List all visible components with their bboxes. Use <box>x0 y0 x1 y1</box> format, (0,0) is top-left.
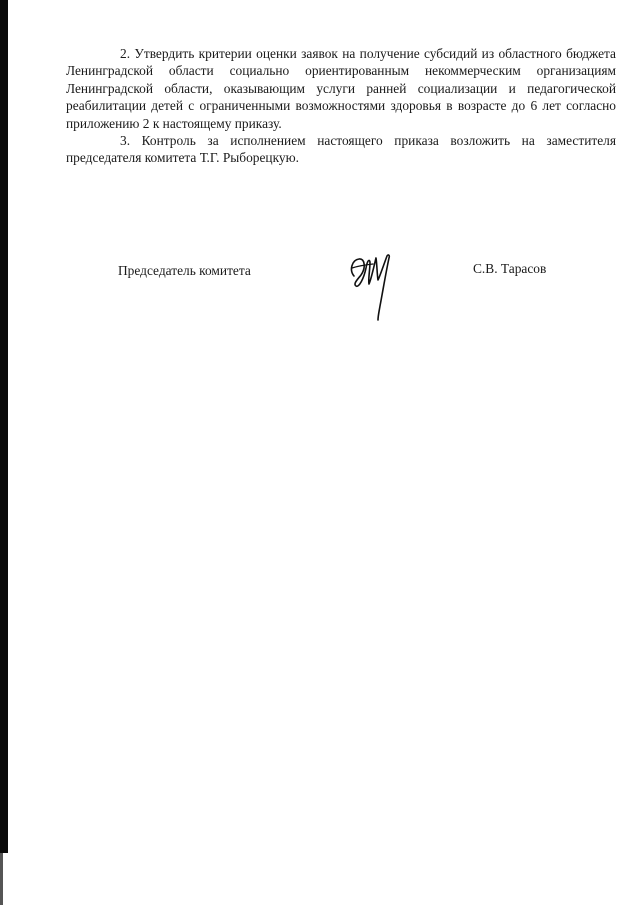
signer-name: С.В. Тарасов <box>473 261 547 276</box>
scan-edge <box>0 0 8 853</box>
handwritten-signature <box>340 246 400 326</box>
scan-edge-tail <box>0 853 3 905</box>
signature-block <box>118 258 588 318</box>
document-body <box>66 45 616 167</box>
paragraph-3: 3. Контроль за исполнением настоящего приказа возложить на заместителя председателя комитета Т.Г. Рыборецкую. <box>66 133 616 166</box>
signer-position: Председатель комитета <box>118 263 251 278</box>
paragraph-2: 2. Утвердить критерии оценки заявок на получение субсидий из областного бюджета Ленинградской области социально ориентированным некоммерческим организациям Ленинградской области, оказывающим услуги ранней социализации и педагогической реабилитации детей с ограниченными возможностями здоровья в возрасте до 6 лет согласно приложению 2 к настоящему приказу. <box>66 46 616 131</box>
